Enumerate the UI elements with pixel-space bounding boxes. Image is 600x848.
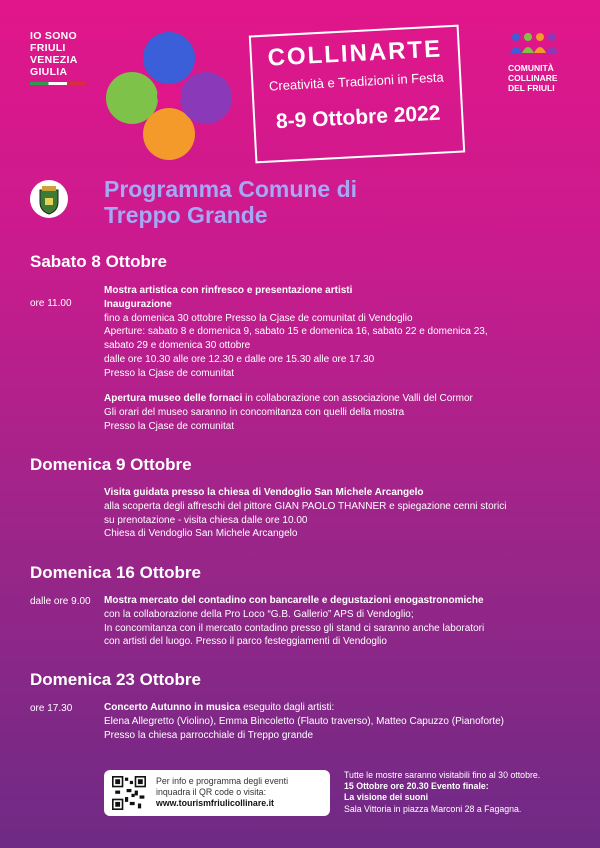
event-time: dalle ore 9.00: [30, 596, 91, 607]
website-link[interactable]: www.tourismfriulicollinare.it: [156, 798, 274, 809]
info-line: Per info e programma degli eventi: [156, 776, 289, 786]
collinarte-logo-icon: [104, 30, 234, 160]
italian-flag-stripe: [30, 82, 86, 85]
info-line: inquadra il QR code o visita:: [156, 787, 267, 798]
event-block: Mostra mercato del contadino con bancarelle e degustazioni enogastronomiche con la collaborazione della Pro Loco “G.B. Gallerio” APS di Vendoglio; In concomitanza con il mercato contadino presso gli stand ci saranno anche laboratori con artisti del luogo. Presso il parco festeggiamenti di Vendoglio: [104, 595, 485, 648]
event-block: Mostra artistica con rinfresco e presentazione artisti Inaugurazione fino a domenica 30 ottobre Presso la Cjase de comunitat di Vendoglio Aperture: sabato 8 e domenica 9, sabato 15 e domenica 16, sabato 22 e domenica 23, sabato 29 e domenica 30 ottobre dalle ore 10.30 alle ore 12.30 e dalle ore 15.30 alle ore 17.30 Presso la Cjase de comunitat: [104, 285, 488, 379]
finale-note: Tutte le mostre saranno visitabili fino al 30 ottobre. 15 Ottobre ore 20.30 Evento finale: La visione dei suoni Sala Vittoria in piazza Marconi 28 a Fagagna.: [344, 770, 541, 814]
region-line: VENEZIA: [30, 54, 78, 66]
region-line: FRIULI: [30, 42, 66, 54]
region-line: GIULIA: [30, 66, 68, 78]
community-line: COMUNITÀ: [508, 63, 554, 73]
event-block: Visita guidata presso la chiesa di Vendoglio San Michele Arcangelo alla scoperta degli affreschi del pittore GIAN PAOLO THANNER e spiegazione cenni storici su prenotazione - visita chiesa dalle ore 10.00 Chiesa di Vendoglio San Michele Arcangelo: [104, 487, 507, 540]
day-title: Domenica 23 Ottobre: [30, 670, 201, 689]
event-title-box: [249, 25, 465, 164]
day-title: Domenica 16 Ottobre: [30, 563, 201, 582]
event-time: ore 11.00: [30, 298, 72, 309]
municipality-crest-icon: [30, 178, 68, 220]
event-name: COLLINARTE: [266, 35, 443, 72]
qr-code-icon[interactable]: [112, 776, 146, 810]
community-logo: [508, 32, 578, 93]
event-dates: 8-9 Ottobre 2022: [275, 101, 442, 134]
region-line: IO SONO: [30, 30, 78, 42]
day-title: Sabato 8 Ottobre: [30, 252, 167, 271]
community-line: DEL FRIULI: [508, 83, 555, 93]
event-time: ore 17.30: [30, 703, 73, 714]
info-box: [104, 770, 330, 816]
region-brand: [30, 30, 100, 85]
community-people-icon: [508, 32, 564, 54]
day-title: Domenica 9 Ottobre: [30, 455, 192, 474]
event-block: Apertura museo delle fornaci in collaborazione con associazione Valli del Cormor Gli orari del museo saranno in concomitanza con quelli della mostra Presso la Cjase de comunitat: [104, 393, 473, 432]
event-block: Concerto Autunno in musica eseguito dagli artisti: Elena Allegretto (Violino), Emma Bincoletto (Flauto traverso), Matteo Capuzzo (Pianoforte) Presso la chiesa parrocchiale di Treppo grande: [104, 702, 504, 741]
event-subtitle: Creatività e Tradizioni in Festa: [268, 69, 445, 94]
community-line: COLLINARE: [508, 73, 558, 83]
page-title: Programma Comune di Treppo Grande: [104, 176, 358, 228]
